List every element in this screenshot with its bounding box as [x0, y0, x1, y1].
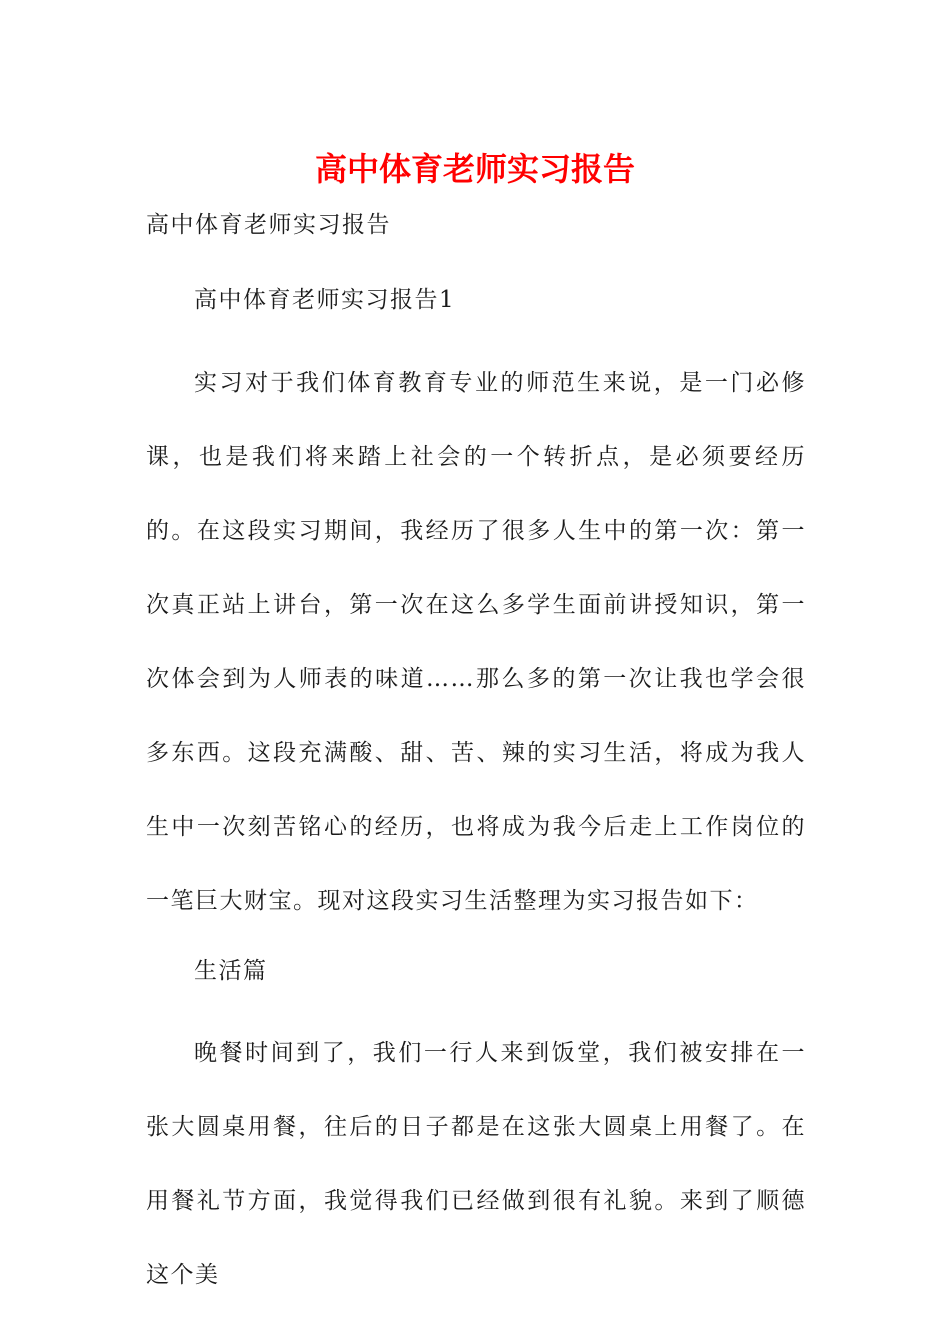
- paragraph-intro: 实习对于我们体育教育专业的师范生来说，是一门必修课，也是我们将来踏上社会的一个转折点，是必须要经历的。在这段实习期间，我经历了很多人生中的第一次：第一次真正站上讲台，第一次在这么多学生面前讲授知识，第一次体会到为人师表的味道……那么多的第一次让我也学会很多东西。这段充满酸、甜、苦、辣的实习生活，将成为我人生中一次刻苦铭心的经历，也将成为我今后走上工作岗位的一笔巨大财宝。现对这段实习生活整理为实习报告如下：: [146, 370, 806, 914]
- document-title: 高中体育老师实习报告: [314, 150, 635, 188]
- section-heading: 高中体育老师实习报告1: [194, 287, 456, 313]
- paragraph-life: 晚餐时间到了，我们一行人来到饭堂，我们被安排在一张大圆桌用餐，往后的日子都是在这张大圆桌上用餐了。在用餐礼节方面，我觉得我们已经做到很有礼貌。来到了顺德这个美: [146, 1040, 806, 1288]
- subsection-heading: 生活篇: [194, 958, 268, 984]
- document-subtitle: 高中体育老师实习报告: [146, 212, 391, 238]
